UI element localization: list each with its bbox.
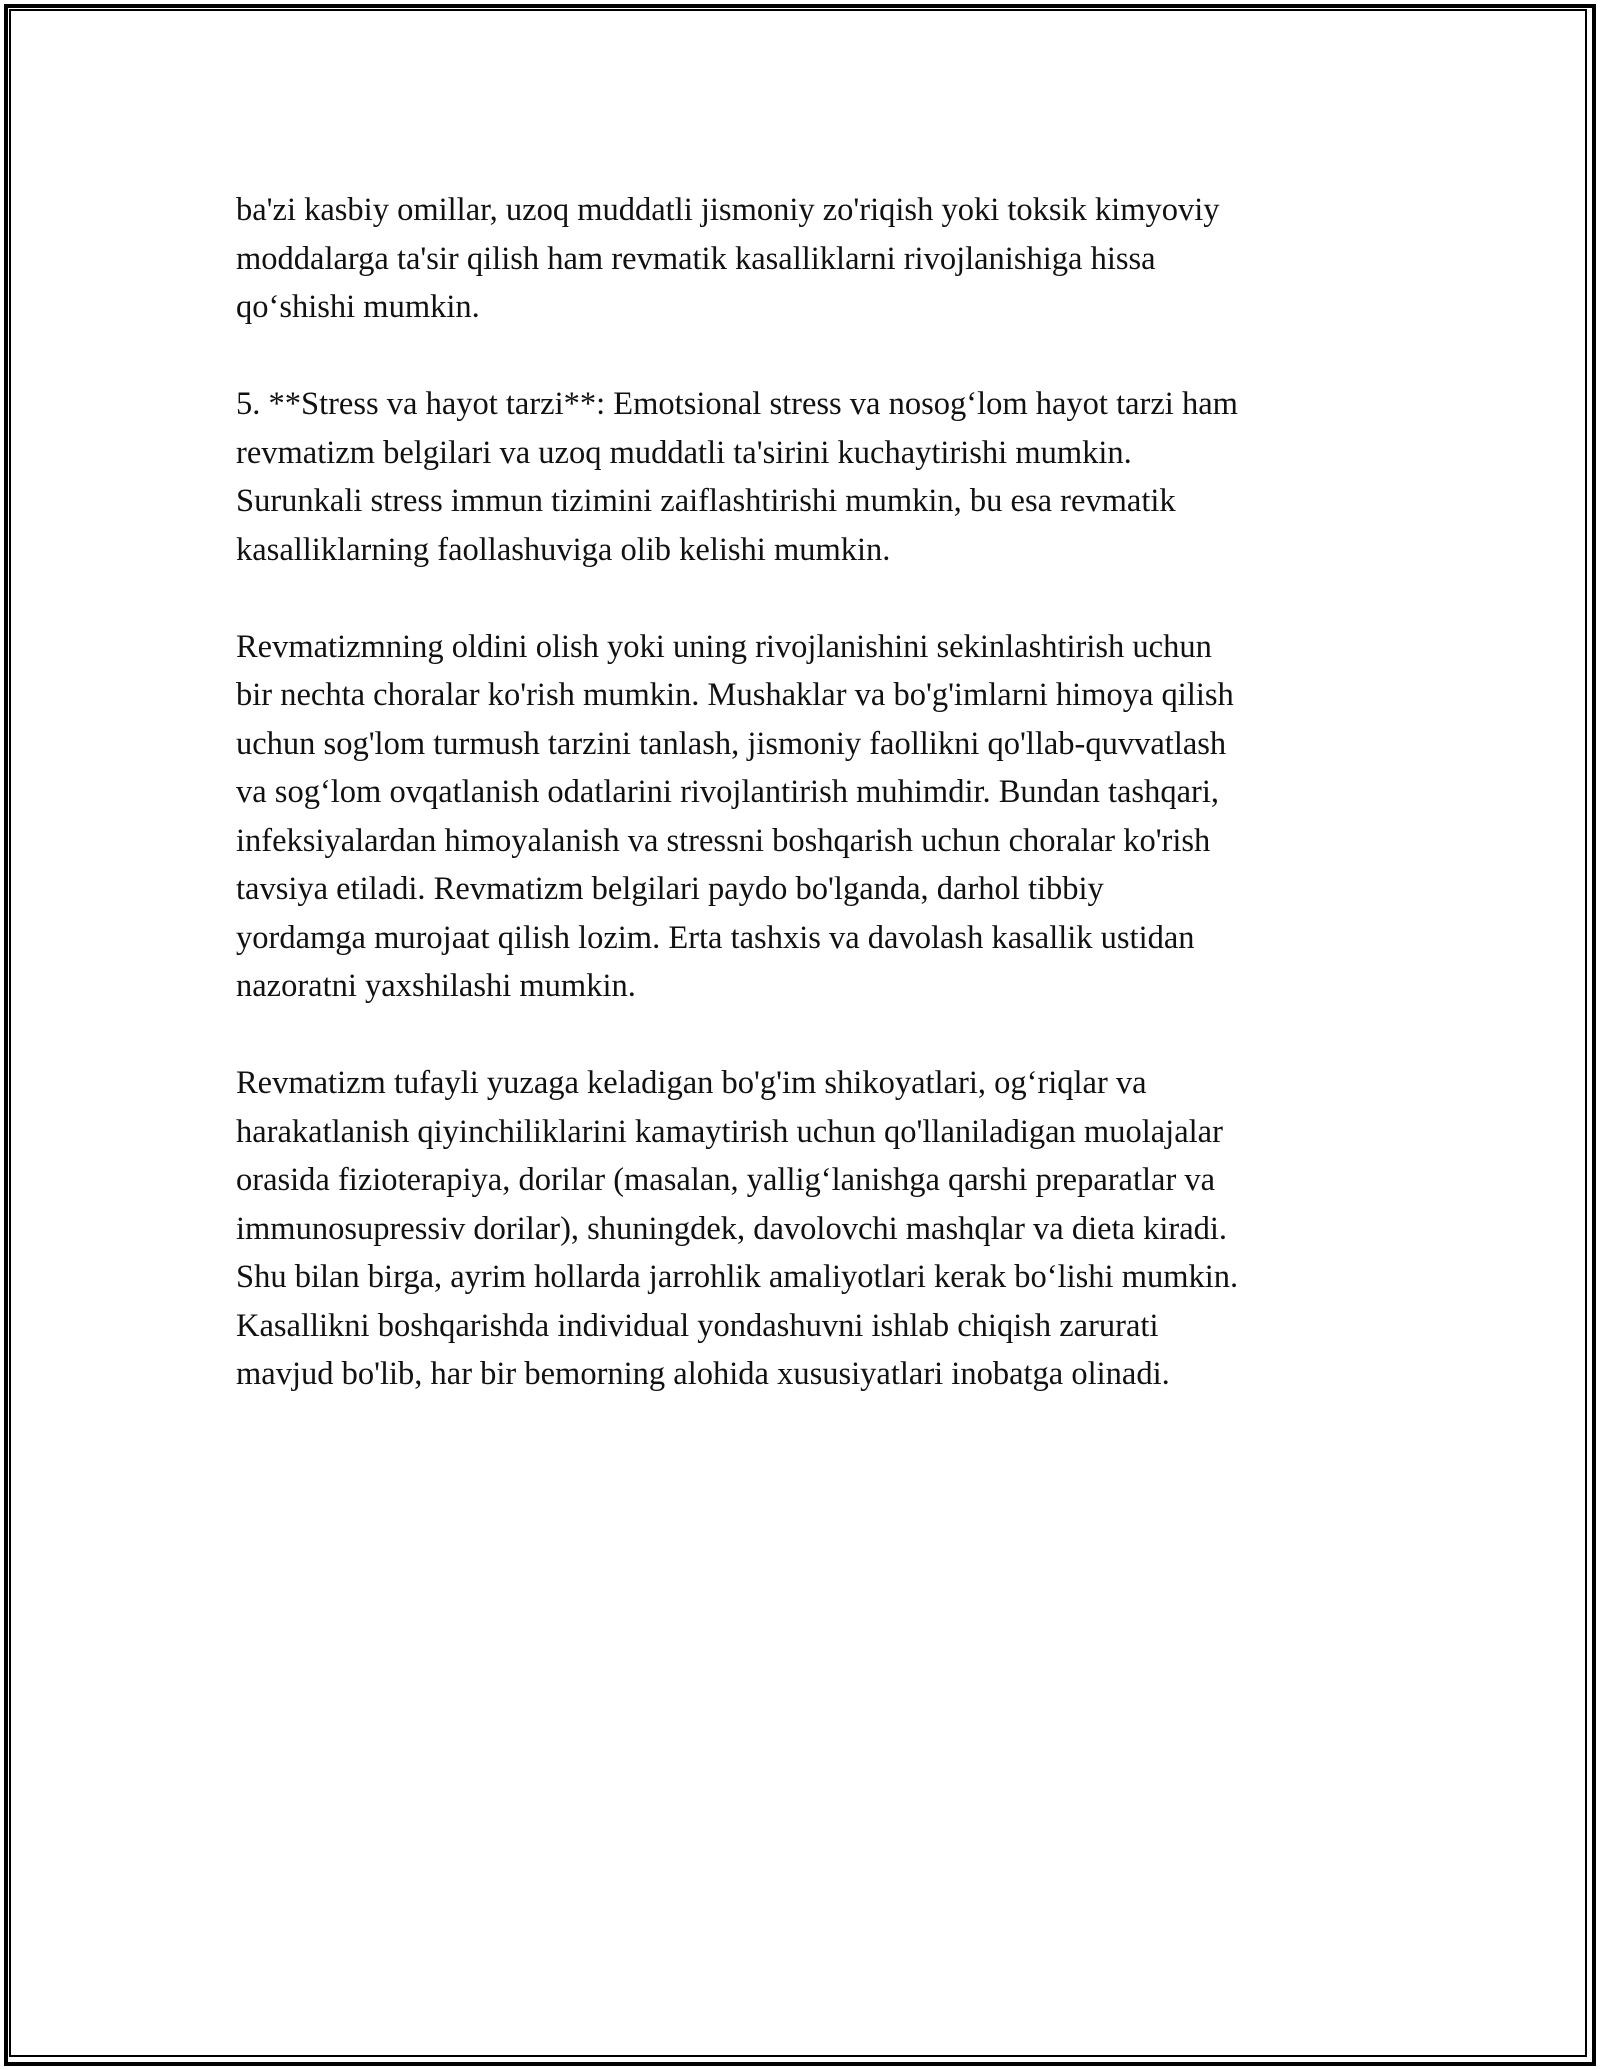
paragraph-treatment: Revmatizm tufayli yuzaga keladigan bo'g'im shikoyatlari, og‘riqlar va harakatlanish qiyinchiliklarini kamaytirish uchun qo'llaniladigan muolajalar orasida fizioterapiya, dorilar (masalan, yallig‘lanishga qarshi preparatlar va immunosupressiv dorilar), shuningdek, davolovchi mashqlar va dieta kiradi. Shu bilan birga, ayrim hollarda jarrohlik amaliyotlari kerak bo‘lishi mumkin. Kasallikni boshqarishda individual yondashuvni ishlab chiqish zarurati mavjud bo'lib, har bir bemorning alohida xususiyatlari inobatga olinadi. [236, 1065, 1239, 1392]
paragraph-stress-lifestyle: 5. **Stress va hayot tarzi**: Emotsional stress va nosog‘lom hayot tarzi ham revmatizm belgilari va uzoq muddatli ta'sirini kuchaytirishi mumkin. Surunkali stress immun tizimini zaiflashtirishi mumkin, bu esa revmatik kasalliklarning faollashuviga olib kelishi mumkin. [236, 386, 1238, 568]
paragraph-prevention: Revmatizmning oldini olish yoki uning rivojlanishini sekinlashtirish uchun bir nechta choralar ko'rish mumkin. Mushaklar va bo'g'imlarni himoya qilish uchun sog'lom turmush tarzini tanlash, jismoniy faollikni qo'llab-quvvatlash va sog‘lom ovqatlanish odatlarini rivojlantirish muhimdir. Bundan tashqari, infeksiyalardan himoyalanish va stressni boshqarish uchun choralar ko'rish tavsiya etiladi. Revmatizm belgilari paydo bo'lganda, darhol tibbiy yordamga murojaat qilish lozim. Erta tashxis va davolash kasallik ustidan nazoratni yaxshilashi mumkin. [236, 628, 1234, 1004]
paragraph-occupational-factors: ba'zi kasbiy omillar, uzoq muddatli jismoniy zo'riqish yoki toksik kimyoviy moddalarga ta'sir qilish ham revmatik kasalliklarni rivojlanishiga hissa qo‘shishi mumkin. [236, 192, 1220, 325]
document-body [236, 186, 1386, 1447]
